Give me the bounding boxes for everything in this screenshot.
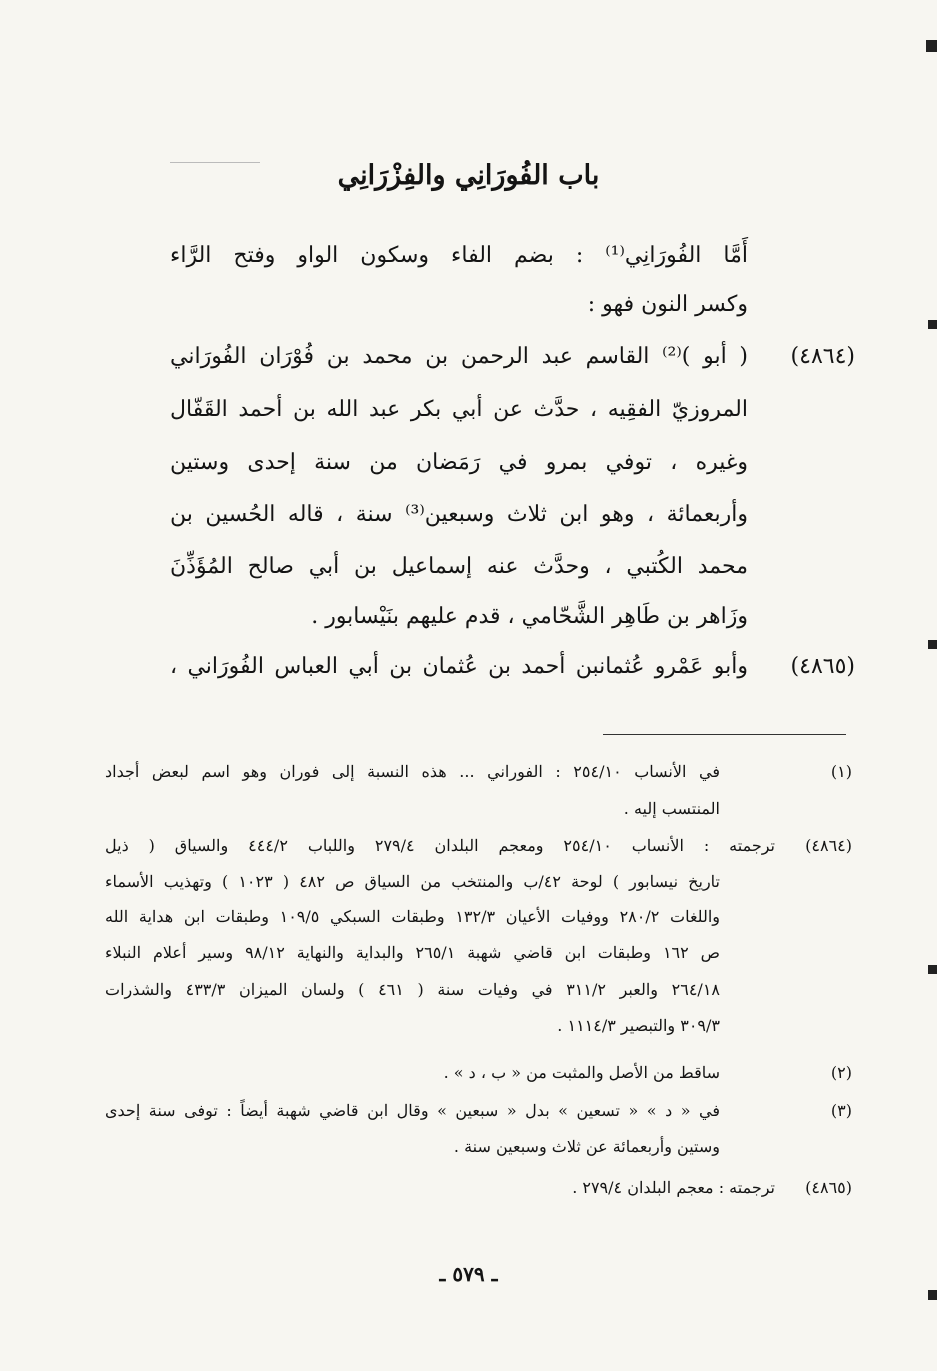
body-line: وزَاهر بن طَاهِر الشَّحّامي ، قدم عليهم بنَيْسابور .	[311, 604, 748, 629]
page-number: ـ ٥٧٩ ـ	[439, 1262, 498, 1286]
footnote-line: تاريخ نيسابور ) لوحة ٤٢/ب والمنتخب من السياق ص ٤٨٢ ( ١٠٢٣ ) وتهذيب الأسماء	[105, 872, 721, 891]
body-line: وأبو عَمْرو عُثمانبن أحمد بن عُثمان بن أبي العباس الفُورَاني ،	[170, 654, 748, 679]
footnote-line: المنتسب إليه .	[623, 799, 720, 818]
footnote-number: (٣)	[830, 1101, 852, 1120]
footnote-line: في الأنساب ٢٥٤/١٠ : الفوراني ... هذه النسبة إلى فوران وهو اسم لبعض أجداد	[105, 762, 721, 781]
body-line: وغيره ، توفي بمرو في رَمَضان من سنة إحدى وستين	[170, 450, 748, 475]
footnote-line: ٣٠٩/٣ والتبصير ١١١٤/٣ .	[557, 1016, 720, 1035]
footnote-line: ترجمته : معجم البلدان ٢٧٩/٤ .	[572, 1178, 775, 1197]
footnote-line: واللغات ٢٨٠/٢ ووفيات الأعيان ١٣٢/٣ وطبقات السبكي ١٠٩/٥ وطبقات ابن هداية الله	[105, 907, 721, 926]
margin-mark	[928, 640, 937, 649]
margin-mark	[928, 320, 937, 329]
footnote-line: ساقط من الأصل والمثبت من « ب ، د » .	[443, 1063, 720, 1082]
entry-number: (٤٨٦٤)	[790, 344, 855, 369]
section-title: باب الفُورَانِي والفِزْرَانِي	[337, 160, 600, 191]
margin-mark	[928, 965, 937, 974]
footnote-number: (٤٨٦٤)	[805, 836, 852, 855]
footnote-line: وستين وأربعمائة عن ثلاث وسبعين سنة .	[453, 1137, 720, 1156]
footnote-line: في « د » « تسعين » بدل « سبعين » وقال ابن قاضي شهبة أيضاً : توفى سنة إحدى	[105, 1101, 720, 1120]
footnote-number: (٢)	[830, 1063, 852, 1082]
margin-mark	[928, 1290, 937, 1300]
body-line: أَمَّا الفُورَانِي⁽¹⁾ : بضم الفاء وسكون الواو وفتح الرَّاء	[170, 243, 748, 268]
footnote-number: (٤٨٦٥)	[805, 1178, 852, 1197]
footnote-line: ص ١٦٢ وطبقات ابن قاضي شهبة ٢٦٥/١ والبداية والنهاية ٩٨/١٢ وسير أعلام النبلاء	[105, 943, 720, 962]
entry-number: (٤٨٦٥)	[790, 654, 855, 679]
footnote-line: ترجمته : الأنساب ٢٥٤/١٠ ومعجم البلدان ٢٧٩/٤ واللباب ٤٤٤/٢ والسياق ( ذيل	[105, 836, 775, 855]
margin-mark	[926, 40, 937, 52]
body-line: المروزيّ الفقِيه ، حدَّث عن أبي بكر عبد الله بن أحمد القَفّال	[170, 397, 748, 422]
footnote-number: (١)	[830, 762, 852, 781]
footnote-line: ٢٦٤/١٨ والعبر ٣١١/٢ في وفيات سنة ( ٤٦١ ) ولسان الميزان ٤٣٣/٣ والشذرات	[105, 980, 720, 999]
body-line: ( أبو )⁽²⁾ القاسم عبد الرحمن بن محمد بن فُوْرَان الفُورَاني	[170, 344, 748, 369]
body-line: وأربعمائة ، وهو ابن ثلاث وسبعين⁽³⁾ سنة ، قاله الحُسين بن	[170, 502, 749, 527]
body-line: وكسر النون فهو :	[587, 292, 748, 317]
body-line: محمد الكُتبي ، وحدَّث عنه إسماعيل بن أبي صالح المُؤَذِّنَ	[170, 554, 748, 579]
footnote-divider	[603, 734, 846, 735]
